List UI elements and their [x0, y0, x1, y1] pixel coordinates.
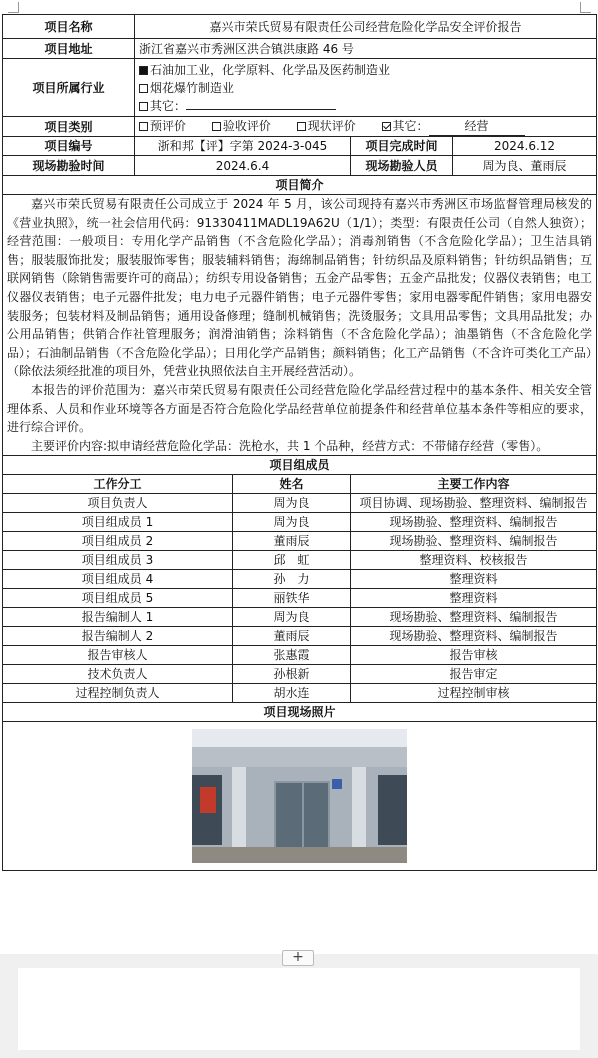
project-type-label: 项目类别	[3, 117, 135, 137]
intro-text	[3, 195, 597, 456]
team-section-title: 项目组成员	[3, 456, 597, 475]
intro-paragraph: 本报告的评价范围为：嘉兴市荣氏贸易有限责任公司经营危险化学品经营过程中的基本条件、相关安全管理体系、人员和作业环境等各方面是否符合危险化学品经营单位前提条件和经营单位基本条件等相应的要求，进行综合评价。	[7, 382, 593, 435]
project-address-label: 项目地址	[3, 39, 135, 59]
checkbox-empty-icon	[139, 84, 148, 93]
project-code-value: 浙和邦【评】字第 2024-3-045	[135, 137, 351, 156]
project-name-label: 项目名称	[3, 15, 135, 39]
page-corner-mark	[8, 2, 19, 13]
industry-label: 项目所属行业	[3, 59, 135, 117]
type-option: 验收评价	[212, 117, 271, 135]
project-address-value: 浙江省嘉兴市秀洲区洪合镇洪康路 46 号	[135, 39, 597, 59]
completion-time-label: 项目完成时间	[351, 137, 453, 156]
industry-options	[135, 59, 597, 117]
intro-section-title: 项目简介	[3, 176, 597, 195]
team-header-row	[3, 475, 597, 494]
table-row: 报告审核人 张惠霞 报告审核	[3, 646, 597, 665]
table-row: 项目组成员 3 邱 虹 整理资料、校核报告	[3, 551, 597, 570]
checkbox-empty-icon	[139, 102, 148, 111]
type-option-other: 其它： 经营	[382, 119, 525, 133]
photo-section-title: 项目现场照片	[3, 703, 597, 722]
table-row: 报告编制人 2 董雨辰 现场勘验、整理资料、编制报告	[3, 627, 597, 646]
table-row: 技术负责人 孙根新 报告审定	[3, 665, 597, 684]
type-option: 预评价	[139, 117, 186, 135]
other-blank-line	[186, 109, 336, 110]
next-page-preview	[18, 968, 580, 1050]
table-row: 项目组成员 1 周为良 现场勘验、整理资料、编制报告	[3, 513, 597, 532]
project-type-options	[135, 117, 597, 137]
intro-paragraph: 嘉兴市荣氏贸易有限责任公司成立于 2024 年 5 月，该公司现持有嘉兴市秀洲区市场监督管理局核发的《营业执照》，统一社会信用代码：91330411MADL19A62U（1/1）；类型：有限责任公司（自然人独资）；经营范围：一般项目：专用化学产品销售（不含危险化学品）；消毒剂销售（不含危险化学品）；卫生洁具销售；服装服饰批发；服装服饰零售；服装辅料销售；海绵制品销售；针纺织品及原料销售；针纺织品销售；互联网销售（除销售需要许可的商品）；纺织专用设备销售；五金产品零售；五金产品批发；仪器仪表销售；电工仪器仪表销售；电子元器件批发；电力电子元器件销售；电子元器件零售；家用电器零配件销售；家用电器安装服务；包装材料及制品销售；通用设备修理；缝制机械销售；洗烫服务；文具用品零售；文具用品批发；办公用品销售；供销合作社管理服务；润滑油销售；涂料销售（不含危险化学品）；油墨销售（不含危险化学品）；石油制品销售（不含危险化学品）；日用化学产品销售；颜料销售；化工产品销售（不含许可类化工产品）（除依法须经批准的项目外，凭营业执照依法自主开展经营活动）。	[7, 197, 593, 379]
table-row: 报告编制人 1 周为良 现场勘验、整理资料、编制报告	[3, 608, 597, 627]
checkbox-checked-icon	[139, 66, 148, 75]
evaluation-info-table	[2, 14, 597, 871]
industry-option: 烟花爆竹制造业	[139, 79, 592, 97]
checkbox-ticked-icon	[382, 122, 391, 131]
checkbox-empty-icon	[212, 122, 221, 131]
intro-paragraph: 主要评价内容:拟申请经营危险化学品：洗枪水，共 1 个品种，经营方式：不带储存经营（零售）。	[31, 438, 549, 453]
industry-option: 石油加工业，化学原料、化学品及医药制造业	[139, 61, 592, 79]
checkbox-empty-icon	[139, 122, 148, 131]
project-name-value: 嘉兴市荣氏贸易有限责任公司经营危险化学品安全评价报告	[135, 15, 597, 39]
add-page-button[interactable]: +	[282, 950, 314, 966]
column-header: 姓名	[233, 475, 351, 494]
survey-people-value: 周为良、董雨辰	[453, 156, 597, 176]
industry-option: 其它：	[139, 97, 592, 115]
column-header: 工作分工	[3, 475, 233, 494]
table-row: 项目组成员 4 孙 力 整理资料	[3, 570, 597, 589]
type-option: 现状评价	[297, 117, 356, 135]
survey-people-label: 现场勘验人员	[351, 156, 453, 176]
photo-cell	[3, 722, 597, 871]
survey-time-label: 现场勘验时间	[3, 156, 135, 176]
column-header: 主要工作内容	[351, 475, 597, 494]
table-row: 项目组成员 5 丽铁华 整理资料	[3, 589, 597, 608]
table-row: 项目组成员 2 董雨辰 现场勘验、整理资料、编制报告	[3, 532, 597, 551]
table-row: 项目负责人 周为良 项目协调、现场勘验、整理资料、编制报告	[3, 494, 597, 513]
project-code-label: 项目编号	[3, 137, 135, 156]
type-other-value: 经营	[429, 117, 525, 136]
table-row: 过程控制负责人 胡水连 过程控制审核	[3, 684, 597, 703]
completion-time-value: 2024.6.12	[453, 137, 597, 156]
survey-time-value: 2024.6.4	[135, 156, 351, 176]
site-photo	[192, 729, 407, 863]
checkbox-empty-icon	[297, 122, 306, 131]
page-corner-mark	[580, 2, 591, 13]
